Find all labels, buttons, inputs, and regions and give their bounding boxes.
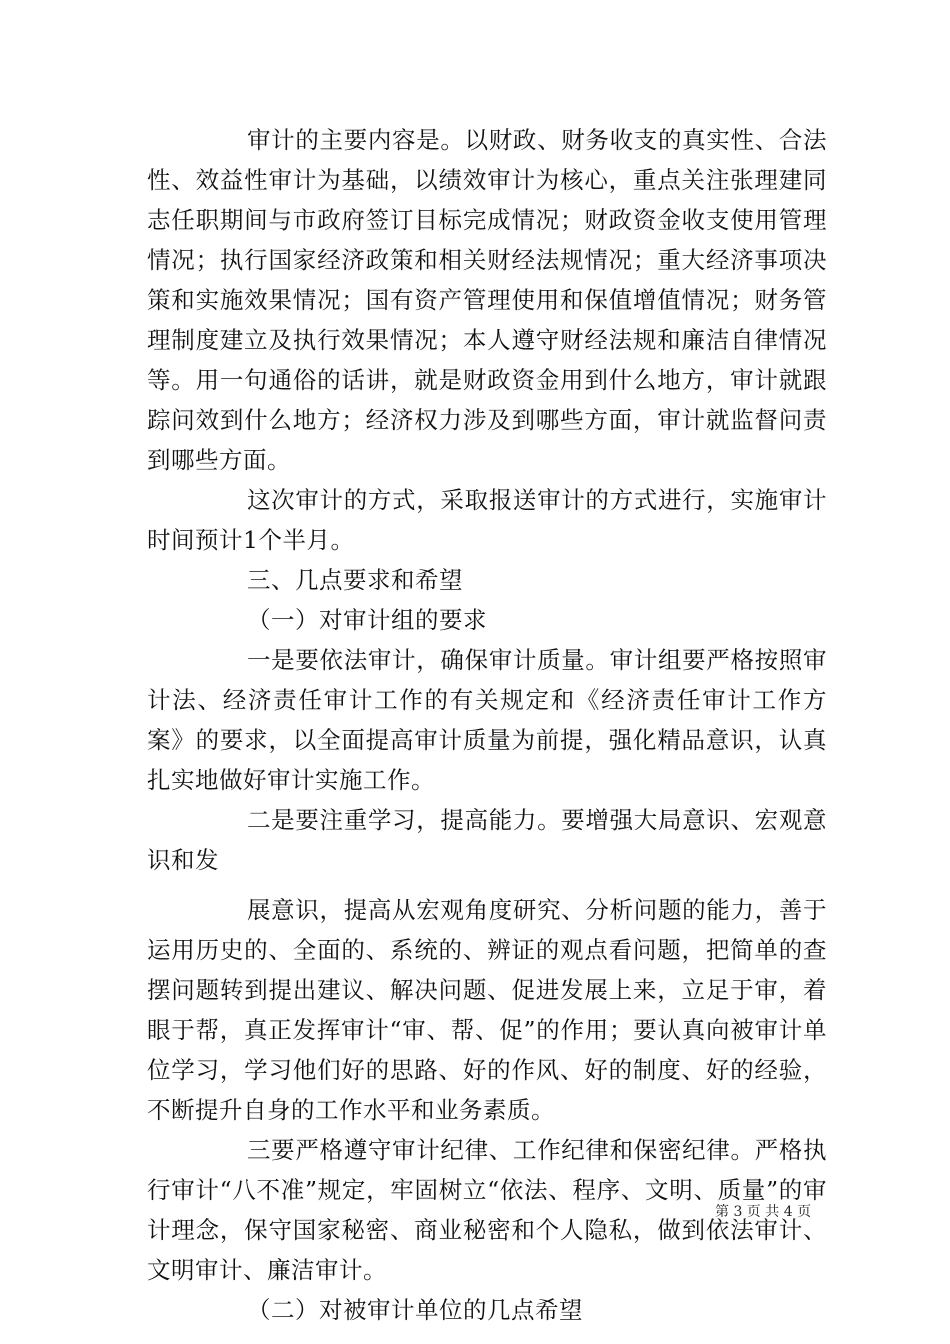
page-number-footer: 第 3 页 共 4 页 (715, 1204, 812, 1220)
section-heading: 三、几点要求和希望 (247, 566, 463, 594)
paragraph-audit-method: 这次审计的方式，采取报送审计的方式进行，实施审计时间预计1个半月。 (147, 486, 827, 554)
requirement-2-continued: 展意识，提高从宏观角度研究、分析问题的能力，善于运用历史的、全面的、系统的、辨证的观点看问题，把简单的查摆问题转到提出建议、解决问题、促进发展上来，立足于审，着眼于帮，真正发挥审计“审、帮、促”的作用；要认真向被审计单位学习，学习他们好的思路、好的作风、好的制度、好的经验，不断提升自身的工作水平和业务素质。 (147, 896, 827, 1124)
subheading-audit-team: （一）对审计组的要求 (247, 606, 487, 634)
requirement-1: 一是要依法审计，确保审计质量。审计组要严格按照审计法、经济责任审计工作的有关规定和《经济责任审计工作方案》的要求，以全面提高审计质量为前提，强化精品意识，认真扎实地做好审计实施工作。 (147, 646, 827, 794)
subheading-audited-unit: （二）对被审计单位的几点希望 (247, 1296, 583, 1324)
requirement-2-start: 二是要注重学习，提高能力。要增强大局意识、宏观意识和发 (147, 806, 827, 874)
document-body (147, 120, 827, 1330)
requirement-3: 三要严格遵守审计纪律、工作纪律和保密纪律。严格执行审计“八不准”规定，牢固树立“依法、程序、文明、质量”的审计理念，保守国家秘密、商业秘密和个人隐私，做到依法审计、文明审计、廉洁审计。 (147, 1136, 827, 1284)
paragraph-audit-content: 审计的主要内容是。以财政、财务收支的真实性、合法性、效益性审计为基础，以绩效审计为核心，重点关注张理建同志任职期间与市政府签订目标完成情况；财政资金收支使用管理情况；执行国家经济政策和相关财经法规情况；重大经济事项决策和实施效果情况；国有资产管理使用和保值增值情况；财务管理制度建立及执行效果情况；本人遵守财经法规和廉洁自律情况等。用一句通俗的话讲，就是财政资金用到什么地方，审计就跟踪问效到什么地方；经济权力涉及到哪些方面，审计就监督问责到哪些方面。 (147, 126, 827, 474)
